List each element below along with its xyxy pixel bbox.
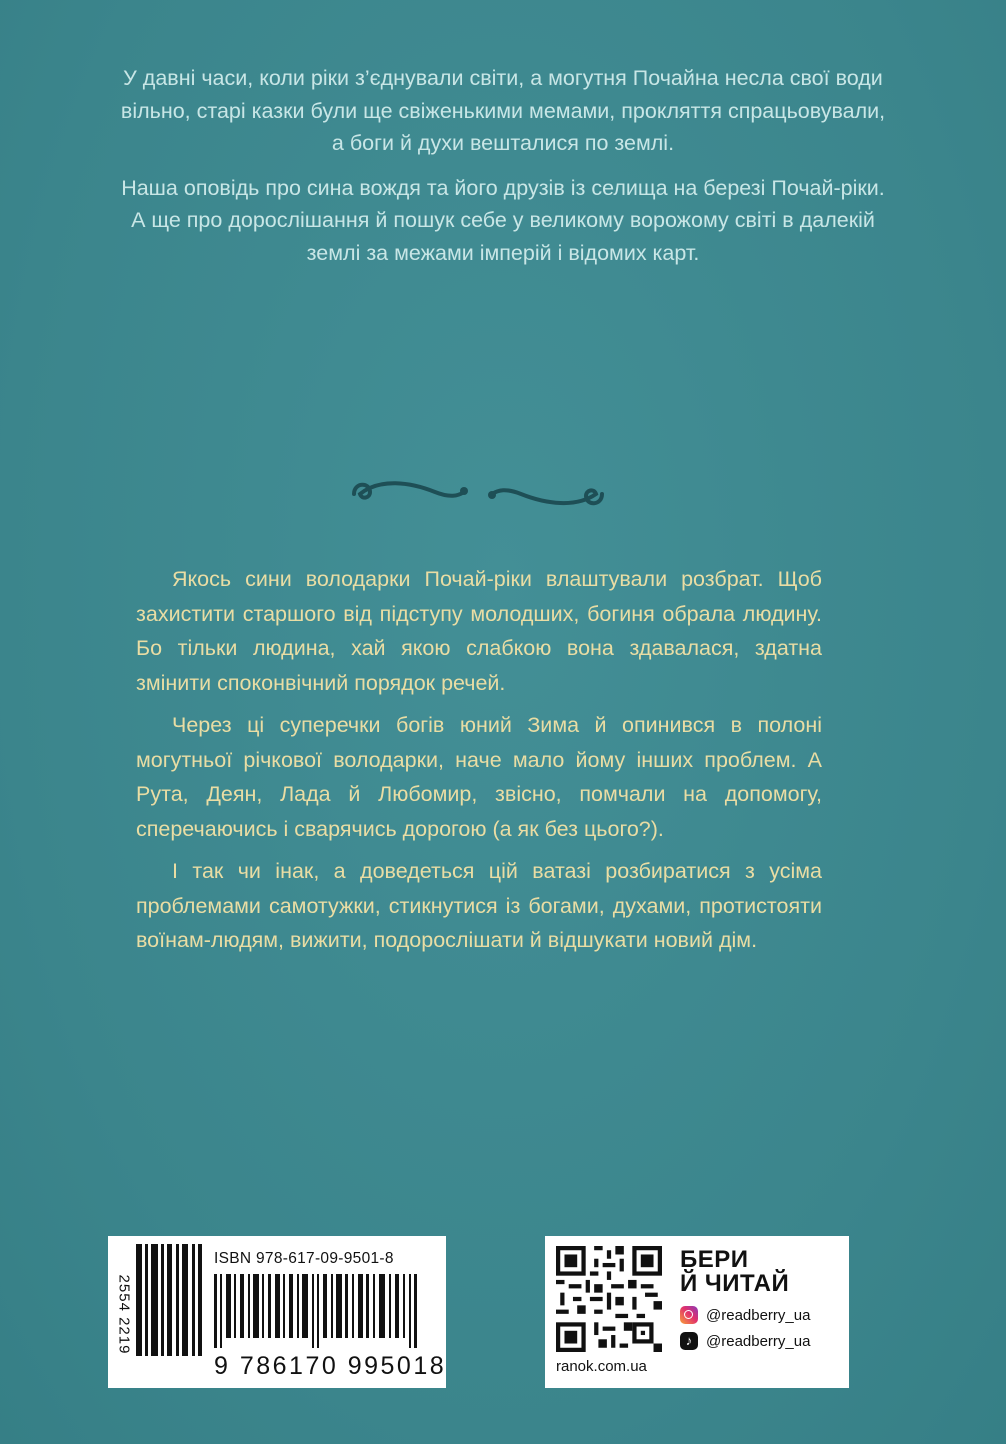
barcode-side-code: 2554 2219 — [115, 1274, 133, 1354]
intro-text — [120, 62, 886, 281]
isbn-number: ISBN 978-617-09-9501-8 — [214, 1250, 394, 1267]
intro-paragraph-1: У давні часи, коли ріки з’єднували світи, а могутня Почайна несла свої води вільно, старі казки були ще свіженькими мемами, прокляття спрацьовували, а боги й духи вешталися по землі. — [120, 66, 886, 155]
tiktok-handle: @readberry_ua — [706, 1332, 811, 1350]
tiktok-icon: ♪ — [680, 1332, 698, 1350]
scroll-flourish-icon — [340, 468, 616, 516]
intro-paragraph-2: Наша оповідь про сина вождя та його друзів із селища на березі Почай-ріки. А ще про дорослішання й пошук себе у великому ворожому світі в далекій землі за межами імперій і відомих карт. — [121, 175, 885, 265]
description-paragraph-1: Якось сини володарки Почай-ріки влаштували розбрат. Щоб захистити старшого від підступу молодших, богиня обрала людину. Бо тільки людина, хай якою слабкою вона здавалася, здатна змінити споконвічний порядок речей. — [136, 567, 822, 695]
instagram-icon — [680, 1306, 698, 1324]
slogan-line-1: БЕРИ — [680, 1246, 749, 1273]
instagram-row — [680, 1306, 810, 1324]
slogan-line-2: Й ЧИТАЙ — [680, 1270, 790, 1297]
description-paragraph-3: І так чи інак, а доведеться цій ватазі розбиратися з усіма проблемами самотужки, стикнутися із богами, духами, протистояти воїнам-людям, вижити, подорослішати й відшукати новий дім. — [136, 859, 822, 952]
qr-code-icon — [556, 1246, 662, 1352]
description-paragraph-2: Через ці суперечки богів юний Зима й опинився в полоні могутньої річкової володарки, наче мало йому інших проблем. А Рута, Деян, Лада й Любомир, звісно, помчали на допомогу, сперечаючись і сварячись дорогою (а як без цього?). — [136, 713, 822, 841]
description-text — [136, 562, 822, 966]
slogan — [680, 1248, 789, 1296]
ean-digits: 9 786170 995018 — [214, 1352, 447, 1380]
instagram-handle: @readberry_ua — [706, 1306, 811, 1324]
publisher-website: ranok.com.ua — [556, 1358, 647, 1375]
tiktok-row — [680, 1332, 810, 1350]
